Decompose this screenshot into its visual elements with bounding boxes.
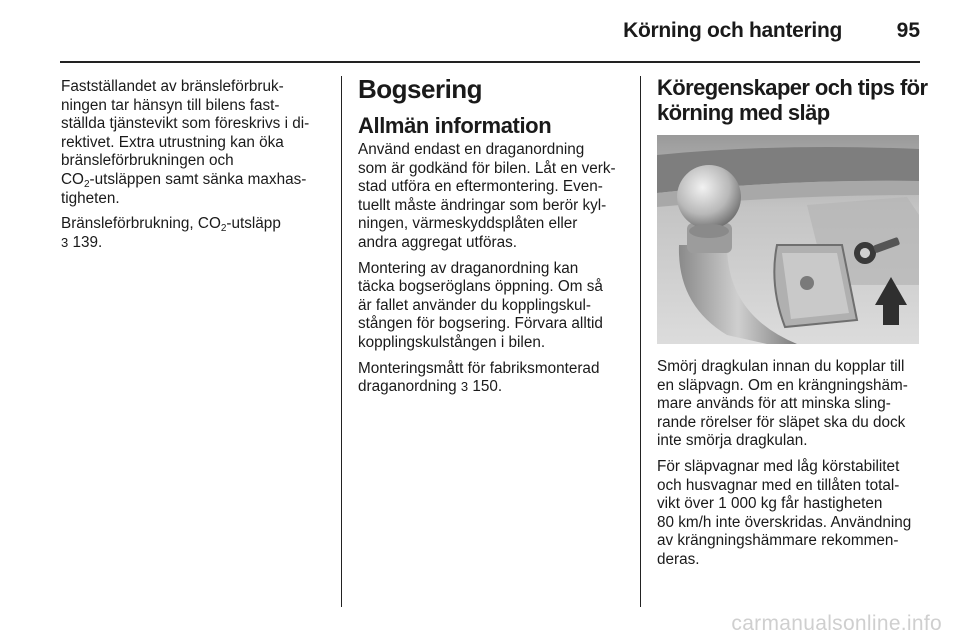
paragraph-lubrication <box>657 358 922 451</box>
text-line: 80 km/h inte överskridas. Användning <box>657 513 912 531</box>
text-line: Smörj dragkulan innan du kopplar till <box>657 358 905 375</box>
text-line: rektivet. Extra utrustning kan öka <box>61 133 284 151</box>
text-line: tigheten. <box>61 189 120 207</box>
text-line: mare används för att minska sling- <box>657 395 891 413</box>
paragraph-speed-limit <box>657 458 922 570</box>
text-line-co2: $CO_2$-utsläppen samt sänka maxhas- <box>61 170 307 190</box>
text-line: deras. <box>657 550 700 568</box>
section-title-towing: Bogsering <box>358 74 483 104</box>
chapter-title: Körning och hantering <box>623 19 842 42</box>
text-line: För släpvagnar med låg körstabilitet <box>657 457 900 475</box>
paragraph-reference <box>61 215 326 252</box>
column-divider-2 <box>640 76 641 607</box>
text-line: kopplingskulstången i bilen. <box>358 333 546 351</box>
text-line: andra aggregat utföras. <box>358 233 518 251</box>
text-line: ställda tjänstevikt som föreskrivs i di- <box>61 115 310 133</box>
text-line: täcka bogseröglans öppning. Om så <box>358 278 603 296</box>
text-line: en släpvagn. Om en krängningshäm- <box>657 376 908 394</box>
paragraph-towbar-usage <box>358 141 623 253</box>
column-3 <box>657 75 928 577</box>
watermark: carmanualsonline.info <box>731 612 942 635</box>
header-divider <box>60 61 920 63</box>
column-1 <box>61 78 326 259</box>
text-line: Montering av draganordning kan <box>358 259 579 277</box>
text-line: och husvagnar med en tillåten total- <box>657 476 900 494</box>
text-line: ningen, värmeskyddsplåten eller <box>358 215 578 233</box>
text-line: rande rörelser för släpet ska du dock <box>657 413 906 431</box>
text-line: är fallet använder du kopplingskul- <box>358 296 591 314</box>
page-number: 95 <box>896 19 920 42</box>
text-line: Använd endast en draganordning <box>358 141 585 158</box>
text-line: Fastställandet av bränsleförbruk- <box>61 78 284 95</box>
reference-arrow-icon: 3 <box>61 234 69 250</box>
text-line: inte smörja dragkulan. <box>657 432 808 450</box>
text-line-reference-title: Bränsleförbrukning, $CO_2$-utsläpp <box>61 215 281 235</box>
text-line: Monteringsmått för fabriksmonterad <box>358 359 600 377</box>
text-line: som är godkänd för bilen. Låt en verk- <box>358 159 616 177</box>
page-reference-link[interactable]: 3 139. <box>61 233 103 251</box>
text-line: av krängningshämmare rekommen- <box>657 532 899 550</box>
section-title-trailer-driving: Köregenskaper och tips för körning med släp <box>657 75 928 125</box>
text-line: bränsleförbrukningen och <box>61 152 234 170</box>
reference-arrow-icon: 3 <box>460 379 469 395</box>
column-2 <box>358 74 623 404</box>
column-divider-1 <box>341 76 342 607</box>
text-line: tuellt måste ändringar som berör kyl- <box>358 196 607 214</box>
text-line: ningen tar hänsyn till bilens fast- <box>61 96 280 114</box>
paragraph-mounting-dimensions <box>358 360 623 397</box>
towbar-illustration <box>657 135 919 344</box>
paragraph-towing-eye <box>358 260 623 353</box>
text-line: vikt över 1 000 kg får hastigheten <box>657 495 883 513</box>
page-header <box>0 0 960 62</box>
paragraph-fuel-consumption <box>61 78 326 208</box>
text-line: stad utföra en eftermontering. Even- <box>358 178 603 196</box>
text-line: stången för bogsering. Förvara alltid <box>358 315 603 333</box>
subsection-title-general: Allmän information <box>358 113 552 138</box>
page-reference-link[interactable]: draganordning 3 150. <box>358 378 503 396</box>
